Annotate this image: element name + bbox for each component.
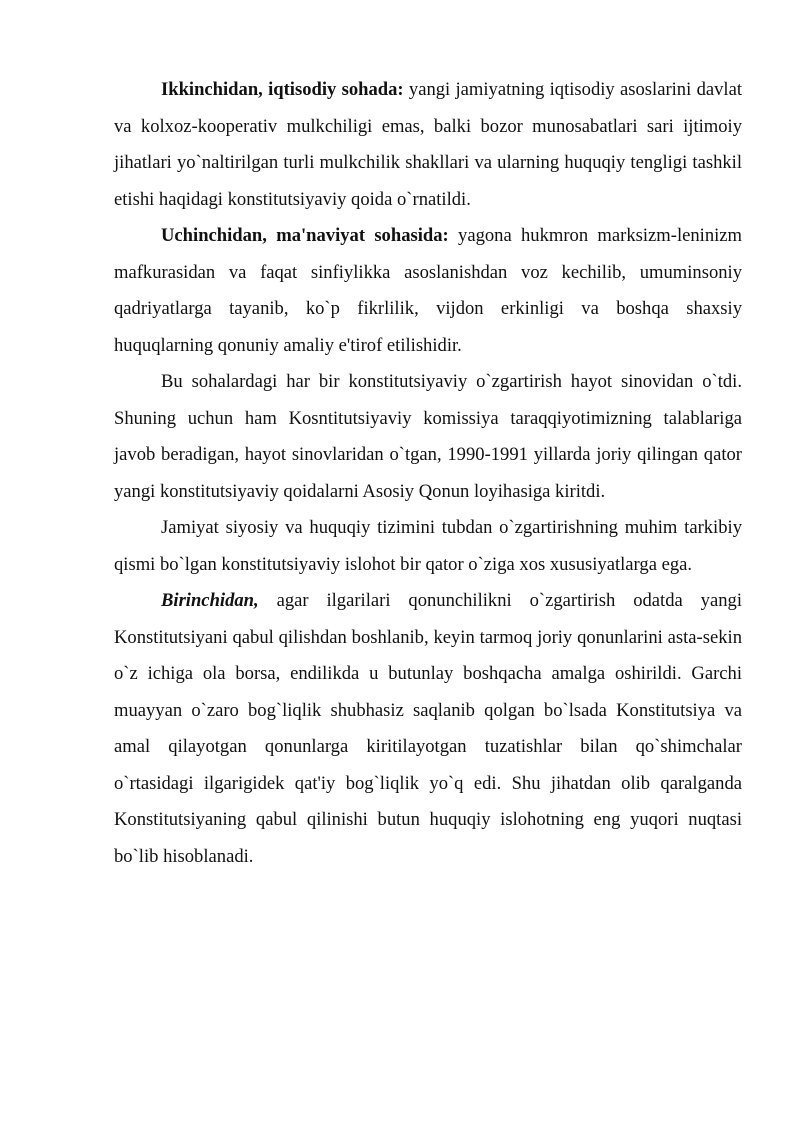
paragraph-reform-features [114, 510, 742, 583]
paragraph-lead: Birinchidan, [161, 590, 259, 611]
paragraph-text: yagona hukmron marksizm-leninizm mafkurasidan va faqat sinfiylikka asoslanishdan voz kechilib, umuminsoniy qadriyatlarga tayanib, ko`p fikrlilik, vijdon erkinligi va boshqa shaxsiy huquqlarning qonuniy amaliy e'tirof etilishidir. [114, 225, 742, 356]
paragraph-text: Jamiyat siyosiy va huquqiy tizimini tubdan o`zgartirishning muhim tarkibiy qismi bo`lgan konstitutsiyaviy islohot bir qator o`ziga xos xususiyatlarga ega. [114, 517, 742, 575]
document-page [114, 72, 742, 875]
paragraph-constitutional-changes [114, 364, 742, 510]
paragraph-lead: Uchinchidan, ma'naviyat sohasida: [161, 225, 449, 246]
paragraph-lead: Ikkinchidan, iqtisodiy sohada: [161, 79, 404, 100]
paragraph-economic-sphere [114, 72, 742, 218]
paragraph-spiritual-sphere [114, 218, 742, 364]
paragraph-text: yangi jamiyatning iqtisodiy asoslarini davlat va kolxoz-kooperativ mulkchiligi emas, balki bozor munosabatlari sari ijtimoiy jihatlari yo`naltirilgan turli mulkchilik shakllari va ularning huquqiy tengligi tashkil etishi haqidagi konstitutsiyaviy qoida o`rnatildi. [114, 79, 742, 210]
paragraph-text: agar ilgarilari qonunchilikni o`zgartirish odatda yangi Konstitutsiyani qabul qilishdan boshlanib, keyin tarmoq joriy qonunlarini asta-sekin o`z ichiga ola borsa, endilikda u butunlay boshqacha amalga oshirildi. Garchi muayyan o`zaro bog`liqlik shubhasiz saqlanib qolgan bo`lsada Konstitutsiya va amal qilayotgan qonunlarga kiritilayotgan tuzatishlar bilan qo`shimchalar o`rtasidagi ilgarigidek qat'iy bog`liqlik yo`q edi. Shu jihatdan olib qaralganda Konstitutsiyaning qabul qilinishi butun huquqiy islohotning eng yuqori nuqtasi bo`lib hisoblanadi. [114, 590, 742, 867]
paragraph-text: Bu sohalardagi har bir konstitutsiyaviy o`zgartirish hayot sinovidan o`tdi. Shuning uchun ham Kosntitutsiyaviy komissiya taraqqiyotimizning talablariga javob beradigan, hayot sinovlaridan o`tgan, 1990-1991 yillarda joriy qilingan qator yangi konstitutsiyaviy qoidalarni Asosiy Qonun loyihasiga kiritdi. [114, 371, 742, 502]
paragraph-first-feature [114, 583, 742, 875]
